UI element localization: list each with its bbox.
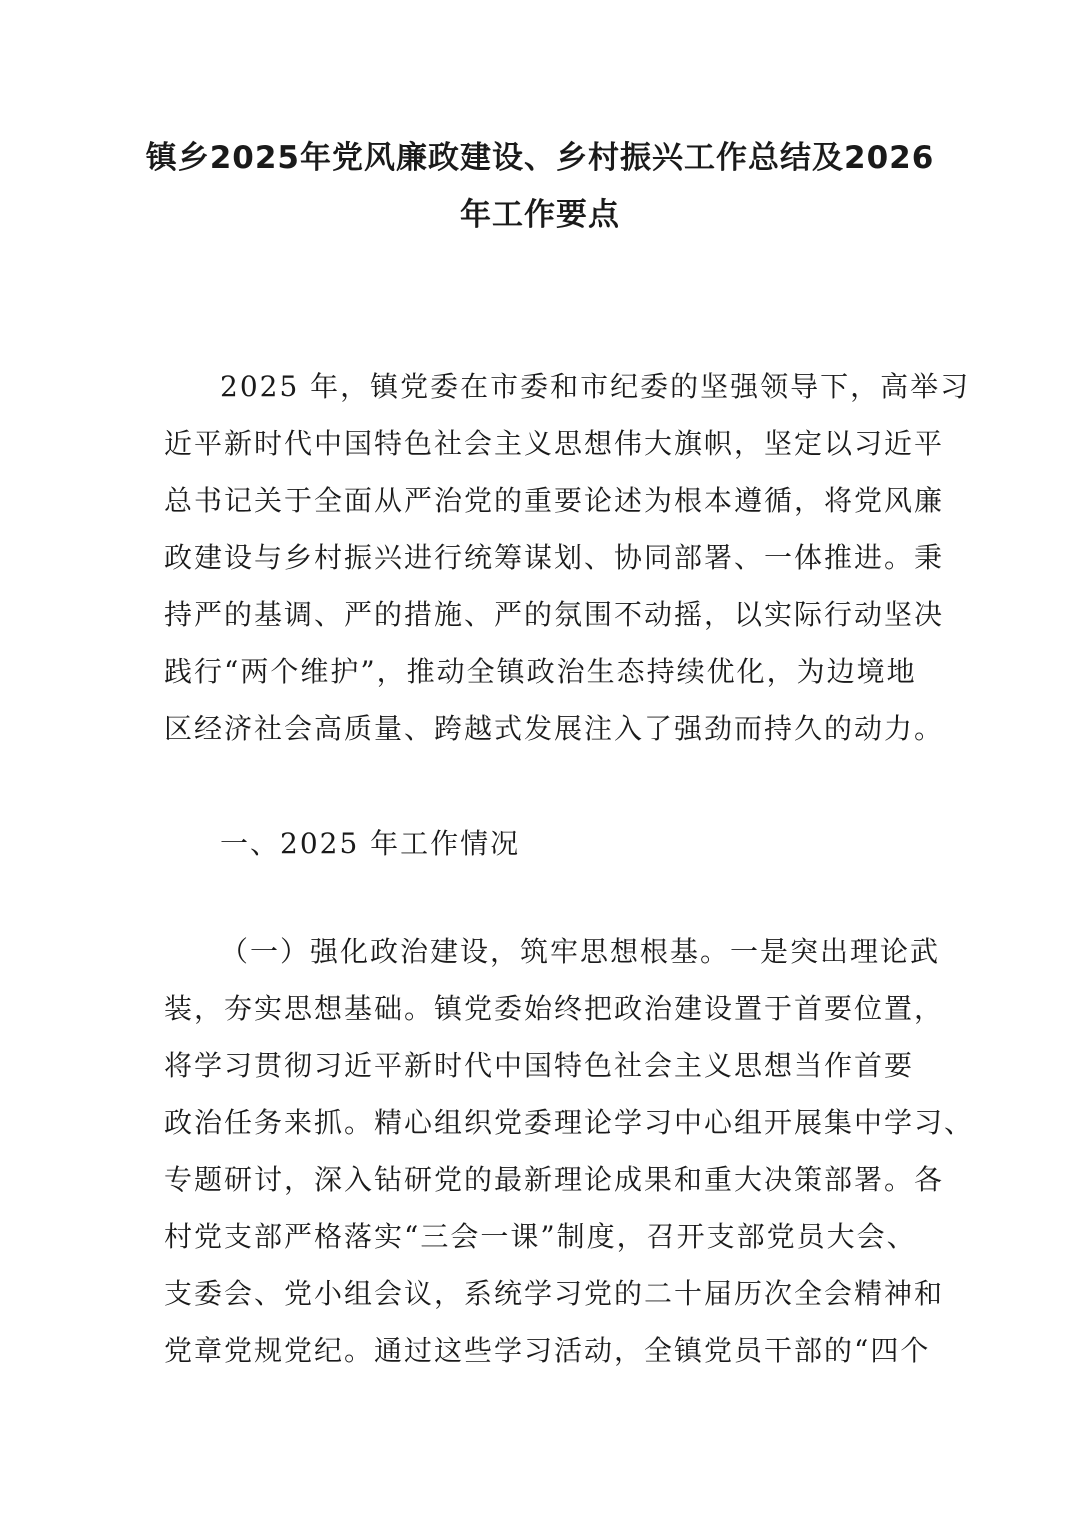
intro-line-3: 总书记关于全面从严治党的重要论述为根本遵循，将党风廉 (164, 484, 945, 517)
document-title (120, 130, 960, 244)
section1-line-8: 党章党规党纪。通过这些学习活动，全镇党员干部的“四个 (164, 1334, 931, 1367)
section-heading: 一、2025 年工作情况 (220, 827, 521, 860)
section1-paragraph (164, 923, 975, 1379)
intro-line-6: 践行“两个维护”，推动全镇政治生态持续优化，为边境地 (164, 655, 917, 688)
intro-line-2: 近平新时代中国特色社会主义思想伟大旗帜，坚定以习近平 (164, 427, 945, 460)
intro-line-4: 政建设与乡村振兴进行统筹谋划、协同部署、一体推进。秉 (164, 541, 945, 574)
section1-line-5: 专题研讨，深入钻研党的最新理论成果和重大决策部署。各 (164, 1163, 945, 1196)
intro-paragraph (164, 358, 971, 757)
section1-line-7: 支委会、党小组会议，系统学习党的二十届历次全会精神和 (164, 1277, 945, 1310)
section1-line-1: （一）强化政治建设，筑牢思想根基。一是突出理论武 (220, 935, 941, 968)
section1-line-2: 装，夯实思想基础。镇党委始终把政治建设置于首要位置， (164, 992, 945, 1025)
title-line-1: 镇乡2025年党风廉政建设、乡村振兴工作总结及2026 (145, 140, 935, 176)
section1-line-4: 政治任务来抓。精心组织党委理论学习中心组开展集中学习、 (164, 1106, 975, 1139)
intro-line-7: 区经济社会高质量、跨越式发展注入了强劲而持久的动力。 (164, 712, 945, 745)
intro-line-1: 2025 年，镇党委在市委和市纪委的坚强领导下，高举习 (220, 370, 971, 403)
title-line-2: 年工作要点 (460, 197, 620, 233)
section1-line-6: 村党支部严格落实“三会一课”制度，召开支部党员大会、 (164, 1220, 917, 1253)
section1-line-3: 将学习贯彻习近平新时代中国特色社会主义思想当作首要 (164, 1049, 915, 1082)
intro-line-5: 持严的基调、严的措施、严的氛围不动摇，以实际行动坚决 (164, 598, 945, 631)
